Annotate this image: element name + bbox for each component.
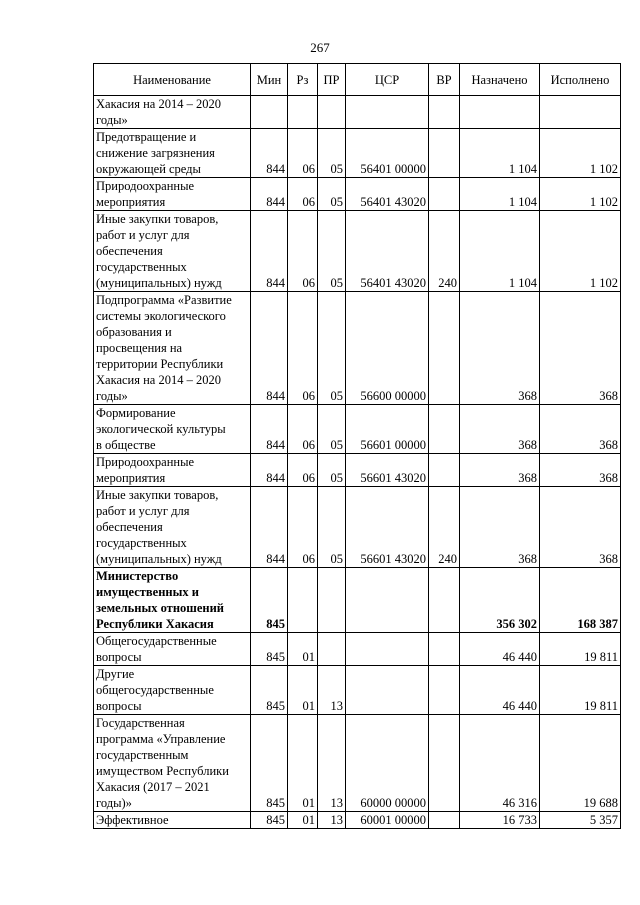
cell-pr: 13 [318,812,346,829]
cell-vr [429,292,460,405]
table-row [94,487,621,568]
table-row [94,568,621,633]
cell-rz: 06 [288,292,318,405]
cell-name: Формирование экологической культуры в обществе [94,405,251,454]
cell-min: 844 [251,487,288,568]
cell-csr [346,633,429,666]
cell-pr: 05 [318,178,346,211]
cell-pr [318,96,346,129]
cell-name: Эффективное [94,812,251,829]
cell-executed [540,96,621,129]
table-header-row [94,64,621,96]
cell-name: Природоохранные мероприятия [94,454,251,487]
cell-vr [429,96,460,129]
cell-csr: 56401 00000 [346,129,429,178]
cell-name: Иные закупки товаров, работ и услуг для обеспечения государственных (муниципальных) нужд [94,487,251,568]
cell-csr: 56601 00000 [346,405,429,454]
cell-vr [429,568,460,633]
cell-name: Другие общегосударственные вопросы [94,666,251,715]
table-row [94,715,621,812]
cell-name: Министерство имущественных и земельных отношений Республики Хакасия [94,568,251,633]
cell-executed: 168 387 [540,568,621,633]
cell-name: Природоохранные мероприятия [94,178,251,211]
table-row [94,178,621,211]
cell-rz: 06 [288,211,318,292]
cell-name: Общегосударственные вопросы [94,633,251,666]
cell-assigned: 368 [460,405,540,454]
cell-min [251,96,288,129]
cell-executed: 368 [540,405,621,454]
cell-name: Предотвращение и снижение загрязнения окружающей среды [94,129,251,178]
cell-vr [429,178,460,211]
cell-rz [288,568,318,633]
cell-rz: 06 [288,487,318,568]
cell-rz: 01 [288,715,318,812]
cell-executed: 368 [540,454,621,487]
cell-csr: 60000 00000 [346,715,429,812]
cell-pr: 05 [318,129,346,178]
cell-executed: 19 688 [540,715,621,812]
cell-csr: 56401 43020 [346,211,429,292]
cell-assigned: 16 733 [460,812,540,829]
header-executed: Исполнено [540,64,621,96]
cell-pr: 13 [318,715,346,812]
page-number: 267 [310,40,330,55]
cell-assigned: 1 104 [460,178,540,211]
cell-csr [346,568,429,633]
cell-min: 845 [251,633,288,666]
cell-rz: 06 [288,129,318,178]
cell-min: 844 [251,129,288,178]
table-row [94,666,621,715]
cell-csr: 56601 43020 [346,454,429,487]
table-row [94,633,621,666]
cell-rz: 01 [288,666,318,715]
cell-assigned: 46 440 [460,633,540,666]
cell-pr: 05 [318,487,346,568]
header-assigned: Назначено [460,64,540,96]
cell-pr: 05 [318,292,346,405]
cell-assigned: 356 302 [460,568,540,633]
table-row [94,211,621,292]
cell-rz: 01 [288,633,318,666]
cell-csr [346,666,429,715]
cell-pr [318,568,346,633]
table-row [94,129,621,178]
cell-name: Хакасия на 2014 – 2020 годы» [94,96,251,129]
cell-name: Иные закупки товаров, работ и услуг для обеспечения государственных (муниципальных) нужд [94,211,251,292]
cell-rz: 01 [288,812,318,829]
cell-min: 845 [251,715,288,812]
cell-csr [346,96,429,129]
cell-assigned [460,96,540,129]
cell-pr: 13 [318,666,346,715]
cell-rz: 06 [288,178,318,211]
cell-assigned: 1 104 [460,129,540,178]
cell-min: 844 [251,454,288,487]
cell-executed: 1 102 [540,178,621,211]
cell-min: 845 [251,666,288,715]
header-csr: ЦСР [346,64,429,96]
table-row [94,405,621,454]
cell-pr: 05 [318,454,346,487]
cell-csr: 56401 43020 [346,178,429,211]
cell-assigned: 368 [460,454,540,487]
table-row [94,292,621,405]
header-name: Наименование [94,64,251,96]
cell-rz: 06 [288,405,318,454]
cell-vr: 240 [429,211,460,292]
cell-executed: 1 102 [540,211,621,292]
cell-vr [429,812,460,829]
cell-vr [429,454,460,487]
cell-assigned: 46 440 [460,666,540,715]
cell-pr: 05 [318,211,346,292]
cell-vr: 240 [429,487,460,568]
header-min: Мин [251,64,288,96]
cell-pr: 05 [318,405,346,454]
cell-min: 844 [251,292,288,405]
cell-min: 845 [251,568,288,633]
cell-vr [429,666,460,715]
cell-vr [429,715,460,812]
cell-csr: 56601 43020 [346,487,429,568]
header-pr: ПР [318,64,346,96]
cell-min: 844 [251,211,288,292]
cell-executed: 1 102 [540,129,621,178]
table-body [94,96,621,829]
cell-executed: 19 811 [540,666,621,715]
cell-csr: 56600 00000 [346,292,429,405]
cell-vr [429,129,460,178]
cell-pr [318,633,346,666]
cell-executed: 19 811 [540,633,621,666]
cell-assigned: 368 [460,487,540,568]
budget-table [93,63,621,829]
cell-csr: 60001 00000 [346,812,429,829]
cell-vr [429,633,460,666]
header-rz: Рз [288,64,318,96]
cell-assigned: 1 104 [460,211,540,292]
cell-vr [429,405,460,454]
table-row [94,454,621,487]
cell-executed: 5 357 [540,812,621,829]
cell-name: Государственная программа «Управление государственным имуществом Республики Хакасия (2017 – 2021 годы)» [94,715,251,812]
cell-min: 845 [251,812,288,829]
cell-min: 844 [251,405,288,454]
cell-executed: 368 [540,487,621,568]
header-vr: ВР [429,64,460,96]
cell-assigned: 46 316 [460,715,540,812]
cell-rz: 06 [288,454,318,487]
table-row [94,812,621,829]
table-row [94,96,621,129]
cell-assigned: 368 [460,292,540,405]
cell-min: 844 [251,178,288,211]
cell-executed: 368 [540,292,621,405]
cell-name: Подпрограмма «Развитие системы экологического образования и просвещения на территории Республики Хакасия на 2014 – 2020 годы» [94,292,251,405]
cell-rz [288,96,318,129]
